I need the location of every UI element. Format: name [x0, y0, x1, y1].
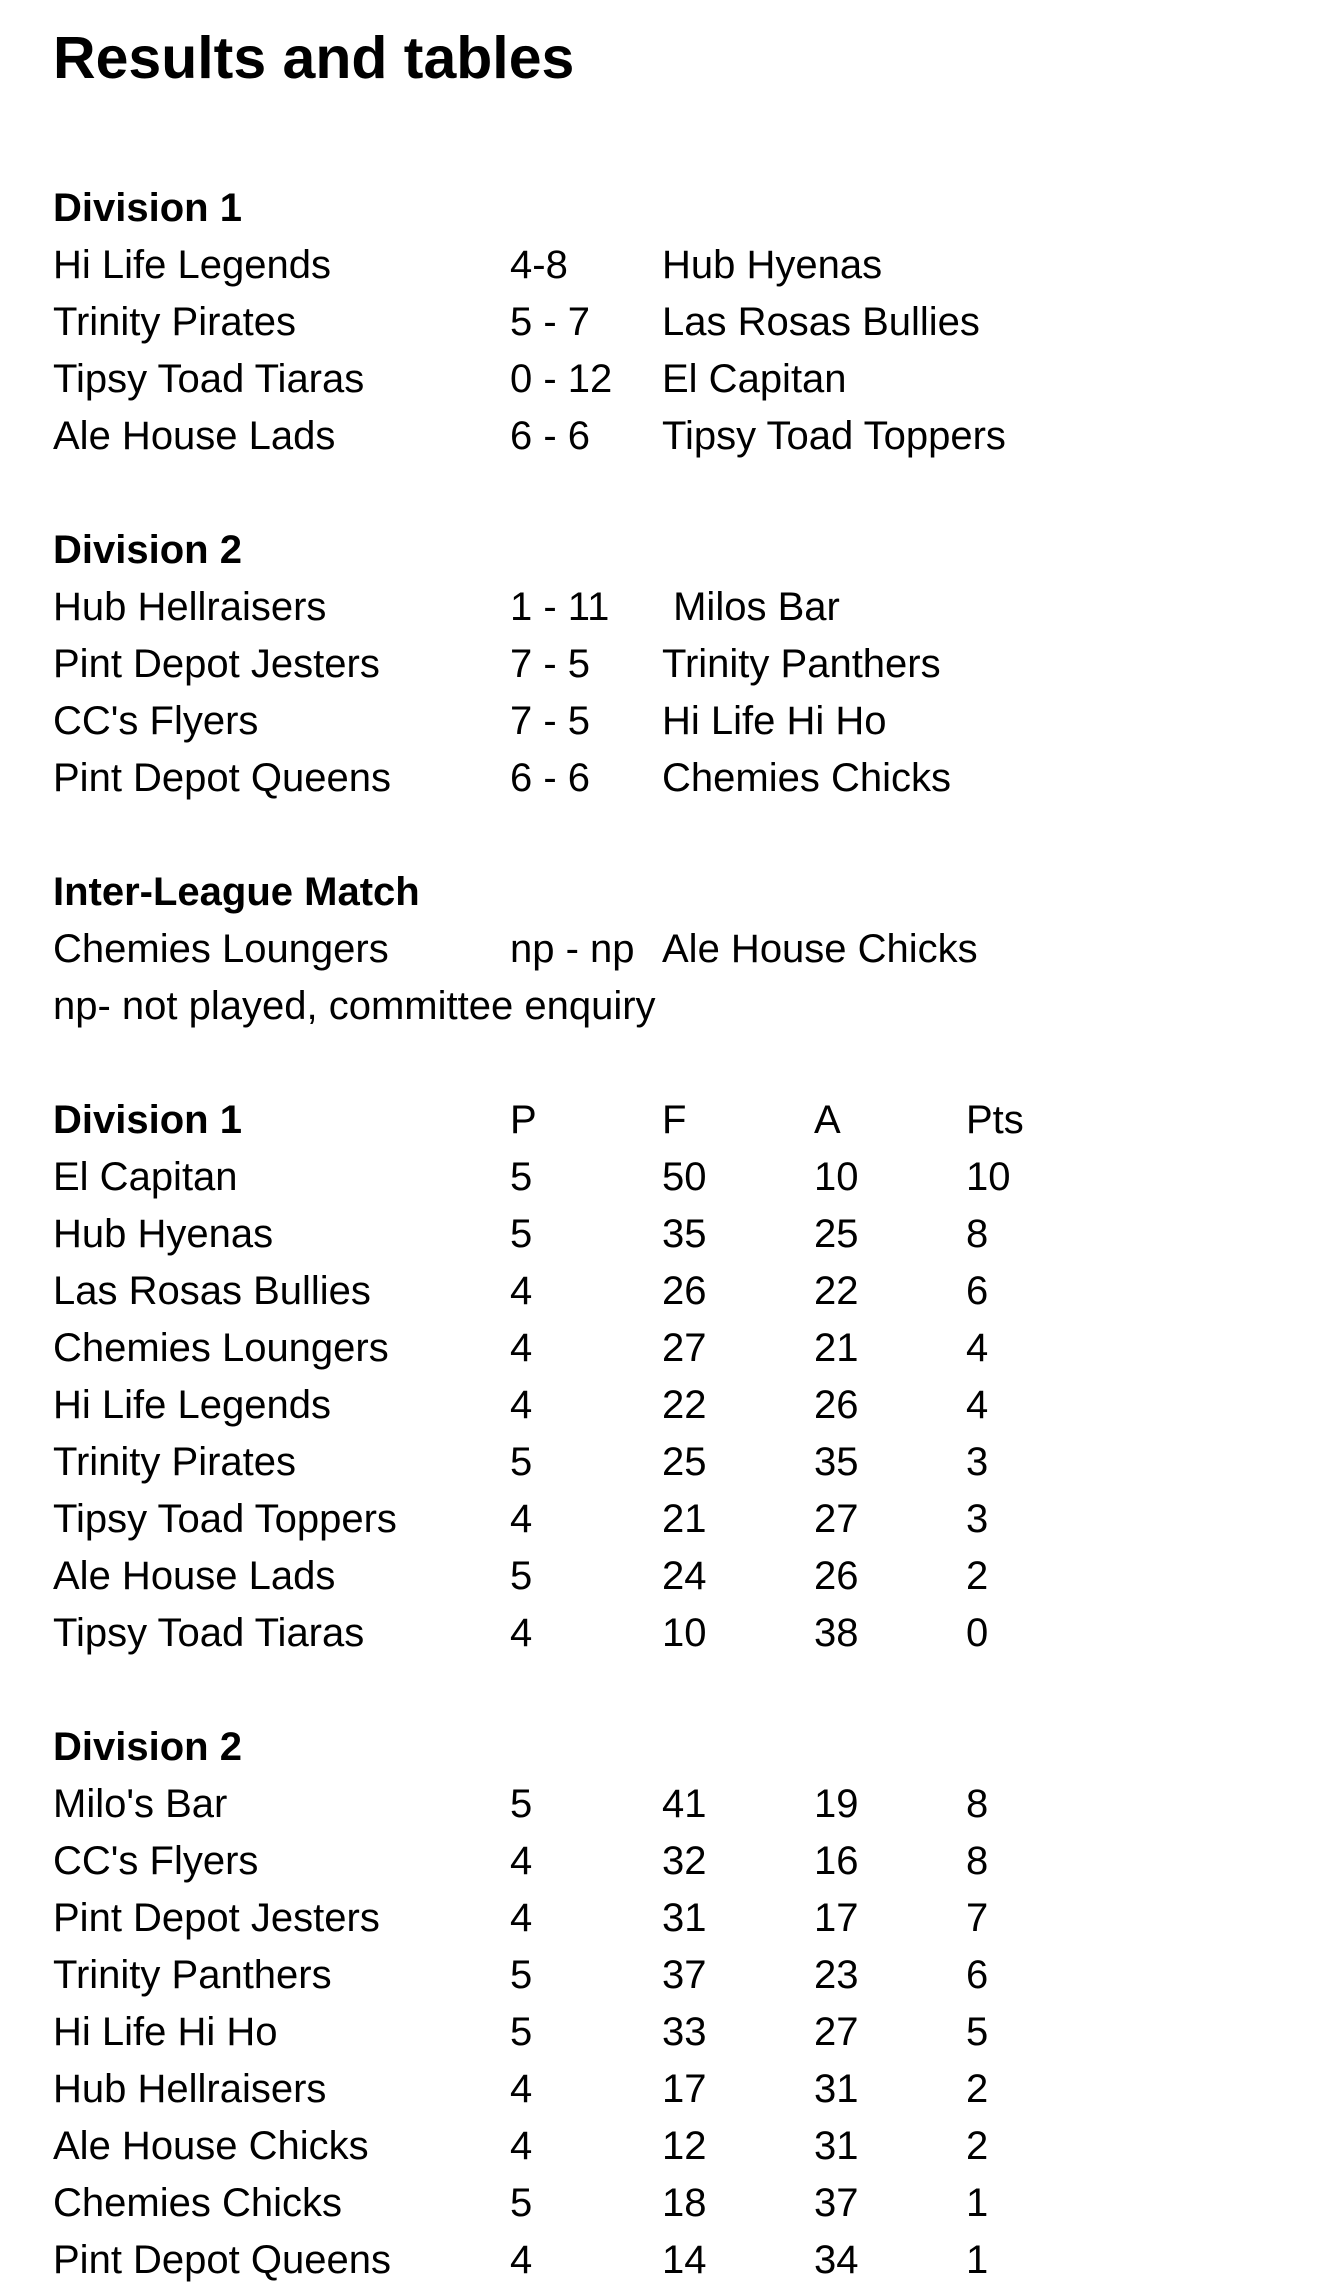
- points-for: 24: [662, 1554, 707, 1598]
- points-for: 26: [662, 1269, 707, 1313]
- points-against: 10: [814, 1155, 859, 1199]
- match-score: 4-8: [510, 243, 568, 287]
- played: 4: [510, 1497, 533, 1541]
- points-against: 37: [814, 2181, 859, 2225]
- table-points: 7: [966, 1896, 989, 1940]
- points-against: 35: [814, 1440, 859, 1484]
- home-team: Hub Hellraisers: [53, 585, 327, 629]
- team-name: Hi Life Hi Ho: [53, 2010, 278, 2054]
- section-heading: Division 1: [53, 1098, 242, 1142]
- played: 5: [510, 1554, 533, 1598]
- points-for: 37: [662, 1953, 707, 1997]
- away-team: Tipsy Toad Toppers: [662, 414, 1006, 458]
- points-against: 25: [814, 1212, 859, 1256]
- table-points: 8: [966, 1839, 989, 1883]
- table-points: 2: [966, 2124, 989, 2168]
- played: 5: [510, 1155, 533, 1199]
- team-name: Ale House Lads: [53, 1554, 336, 1598]
- played: 4: [510, 1896, 533, 1940]
- team-name: Las Rosas Bullies: [53, 1269, 371, 1313]
- away-team: Chemies Chicks: [662, 756, 951, 800]
- match-score: 5 - 7: [510, 300, 591, 344]
- home-team: Pint Depot Queens: [53, 756, 391, 800]
- table-points: 3: [966, 1440, 989, 1484]
- played: 4: [510, 2124, 533, 2168]
- points-for: 12: [662, 2124, 707, 2168]
- match-score: 0 - 12: [510, 357, 613, 401]
- points-for: 32: [662, 1839, 707, 1883]
- points-for: 35: [662, 1212, 707, 1256]
- page-title: Results and tables: [53, 25, 575, 91]
- played: 4: [510, 2238, 533, 2282]
- table-points: 1: [966, 2181, 989, 2225]
- points-against: 31: [814, 2067, 859, 2111]
- home-team: Trinity Pirates: [53, 300, 297, 344]
- played: 4: [510, 1383, 533, 1427]
- played: 5: [510, 1953, 533, 1997]
- team-name: Trinity Panthers: [53, 1953, 332, 1997]
- table-points: 3: [966, 1497, 989, 1541]
- team-name: El Capitan: [53, 1155, 238, 1199]
- home-team: Pint Depot Jesters: [53, 642, 380, 686]
- away-team: Trinity Panthers: [662, 642, 941, 686]
- played: 5: [510, 1440, 533, 1484]
- points-for: 50: [662, 1155, 707, 1199]
- points-against: 34: [814, 2238, 859, 2282]
- table-points: 4: [966, 1326, 989, 1370]
- points-against: 31: [814, 2124, 859, 2168]
- points-for: 14: [662, 2238, 707, 2282]
- points-against: 27: [814, 2010, 859, 2054]
- team-name: Hi Life Legends: [53, 1383, 331, 1427]
- section-heading: Division 2: [53, 528, 242, 572]
- points-for: 18: [662, 2181, 707, 2225]
- table-points: 0: [966, 1611, 989, 1655]
- team-name: Hub Hellraisers: [53, 2067, 327, 2111]
- team-name: CC's Flyers: [53, 1839, 259, 1883]
- match-score: 6 - 6: [510, 414, 591, 458]
- points-against: 26: [814, 1554, 859, 1598]
- played: 4: [510, 1326, 533, 1370]
- away-team: Hi Life Hi Ho: [662, 699, 887, 743]
- match-score: 7 - 5: [510, 642, 591, 686]
- match-score: 7 - 5: [510, 699, 591, 743]
- home-team: CC's Flyers: [53, 699, 259, 743]
- away-team: Hub Hyenas: [662, 243, 883, 287]
- played: 5: [510, 2181, 533, 2225]
- column-header-a: A: [814, 1098, 841, 1142]
- played: 4: [510, 2067, 533, 2111]
- table-points: 10: [966, 1155, 1011, 1199]
- table-points: 8: [966, 1212, 989, 1256]
- played: 4: [510, 1611, 533, 1655]
- points-against: 19: [814, 1782, 859, 1826]
- played: 4: [510, 1269, 533, 1313]
- points-against: 21: [814, 1326, 859, 1370]
- table-points: 6: [966, 1953, 989, 1997]
- table-points: 1: [966, 2238, 989, 2282]
- played: 4: [510, 1839, 533, 1883]
- points-for: 41: [662, 1782, 707, 1826]
- points-for: 27: [662, 1326, 707, 1370]
- team-name: Milo's Bar: [53, 1782, 228, 1826]
- points-for: 10: [662, 1611, 707, 1655]
- match-score: 6 - 6: [510, 756, 591, 800]
- points-against: 38: [814, 1611, 859, 1655]
- away-team: El Capitan: [662, 357, 847, 401]
- home-team: Hi Life Legends: [53, 243, 331, 287]
- column-header-pts: Pts: [966, 1098, 1024, 1142]
- home-team: Chemies Loungers: [53, 927, 389, 971]
- away-team: Ale House Chicks: [662, 927, 978, 971]
- points-for: 31: [662, 1896, 707, 1940]
- played: 5: [510, 2010, 533, 2054]
- match-score: 1 - 11: [510, 585, 610, 629]
- note-text: np- not played, committee enquiry: [53, 984, 656, 1028]
- column-header-p: P: [510, 1098, 537, 1142]
- table-points: 2: [966, 1554, 989, 1598]
- team-name: Hub Hyenas: [53, 1212, 274, 1256]
- section-heading: Division 2: [53, 1725, 242, 1769]
- team-name: Pint Depot Queens: [53, 2238, 391, 2282]
- points-against: 27: [814, 1497, 859, 1541]
- away-team: Milos Bar: [662, 585, 840, 629]
- team-name: Pint Depot Jesters: [53, 1896, 380, 1940]
- points-against: 23: [814, 1953, 859, 1997]
- team-name: Chemies Chicks: [53, 2181, 342, 2225]
- points-for: 17: [662, 2067, 707, 2111]
- away-team: Las Rosas Bullies: [662, 300, 980, 344]
- points-against: 16: [814, 1839, 859, 1883]
- table-points: 2: [966, 2067, 989, 2111]
- table-points: 5: [966, 2010, 989, 2054]
- played: 5: [510, 1212, 533, 1256]
- table-points: 6: [966, 1269, 989, 1313]
- table-points: 8: [966, 1782, 989, 1826]
- team-name: Tipsy Toad Toppers: [53, 1497, 397, 1541]
- team-name: Ale House Chicks: [53, 2124, 369, 2168]
- column-header-f: F: [662, 1098, 687, 1142]
- points-against: 26: [814, 1383, 859, 1427]
- team-name: Chemies Loungers: [53, 1326, 389, 1370]
- points-against: 22: [814, 1269, 859, 1313]
- points-for: 22: [662, 1383, 707, 1427]
- home-team: Tipsy Toad Tiaras: [53, 357, 365, 401]
- points-for: 25: [662, 1440, 707, 1484]
- home-team: Ale House Lads: [53, 414, 336, 458]
- table-points: 4: [966, 1383, 989, 1427]
- section-heading: Inter-League Match: [53, 870, 420, 914]
- team-name: Tipsy Toad Tiaras: [53, 1611, 365, 1655]
- points-for: 21: [662, 1497, 707, 1541]
- played: 5: [510, 1782, 533, 1826]
- points-for: 33: [662, 2010, 707, 2054]
- section-heading: Division 1: [53, 186, 242, 230]
- team-name: Trinity Pirates: [53, 1440, 297, 1484]
- match-score: np - np: [510, 927, 635, 971]
- points-against: 17: [814, 1896, 859, 1940]
